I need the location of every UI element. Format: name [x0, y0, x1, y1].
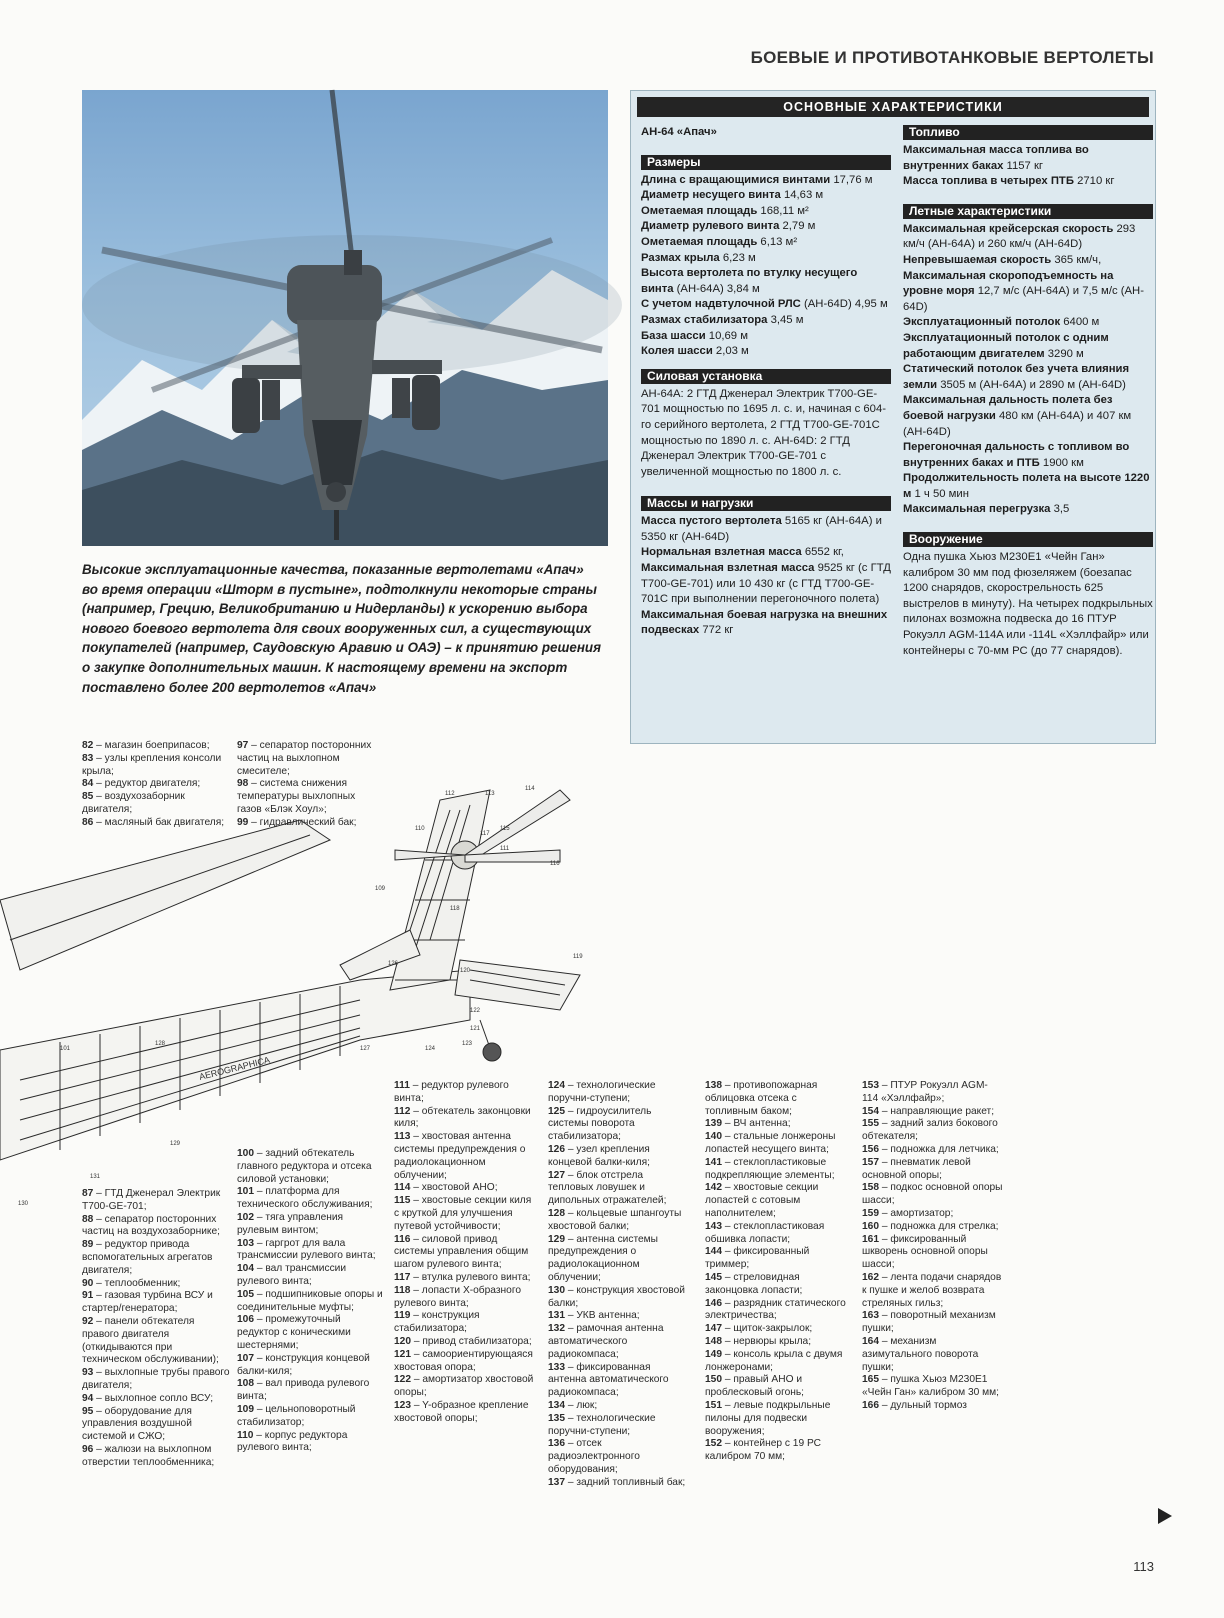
spec-line: Эксплуатационный потолок 6400 м: [903, 316, 1100, 329]
callout-item: 96 – жалюзи на выхлопном отверстии теплообменника;: [82, 1443, 215, 1468]
drawing-label: 110: [415, 826, 425, 832]
model-name: AH-64 «Апач»: [641, 126, 717, 138]
callout-item: 82 – магазин боеприпасов;: [82, 740, 210, 751]
armament-heading: Вооружение: [903, 532, 1153, 547]
drawing-label: 101: [60, 1046, 71, 1052]
callout-item: 115 – хвостовые секции киля с круткой для улучшения путевой устойчивости;: [394, 1195, 532, 1232]
callout-item: 88 – сепаратор посторонних частиц на воздухозаборнике;: [82, 1213, 220, 1238]
callout-item: 136 – отсек радиоэлектронного оборудования;: [548, 1438, 640, 1475]
callout-group-124: [548, 1080, 690, 1490]
spec-line: Максимальная боевая нагрузка на внешних подвесках 772 кг: [641, 608, 888, 637]
callout-item: 151 – левые подкрыльные пилоны для подвески вооружения;: [705, 1399, 831, 1437]
callout-item: 84 – редуктор двигателя;: [82, 778, 201, 790]
callout-item: 125 – гидроусилитель системы поворота стабилизатора;: [548, 1105, 652, 1143]
dimensions-heading: Размеры: [641, 155, 891, 170]
callout-item: 132 – рамочная антенна автоматического радиокомпаса;: [548, 1323, 664, 1360]
callout-item: 118 – лопасти X-образного рулевого винта;: [394, 1284, 521, 1309]
callout-item: 95 – оборудование для управления воздушной системой и СЖО;: [82, 1405, 192, 1443]
callout-item: 87 – ГТД Дженерал Электрик T700-GE-701;: [82, 1188, 221, 1212]
callout-item: 160 – подножка для стрелка;: [862, 1220, 999, 1232]
drawing-label: 112: [445, 791, 455, 797]
callout-item: 134 – люк;: [548, 1399, 598, 1411]
callout-item: 90 – теплообменник;: [82, 1277, 181, 1289]
callout-item: 119 – конструкция стабилизатора;: [394, 1310, 480, 1335]
callout-item: 123 – Y-образное крепление хвостовой опоры;: [394, 1399, 529, 1424]
callout-item: 112 – обтекатель законцовки киля;: [394, 1105, 531, 1130]
drawing-label: 126: [388, 961, 399, 967]
callout-group-87: [82, 1188, 230, 1470]
callout-item: 137 – задний топливный бак;: [548, 1476, 686, 1488]
spec-line: Непревышаемая скорость 365 км/ч,: [903, 253, 1102, 266]
drawing-signature: AEROGRAPHICA: [198, 1054, 271, 1082]
callout-item: 91 – газовая турбина ВСУ и стартер/генератора;: [82, 1290, 213, 1315]
spec-line: Диаметр рулевого винта 2,79 м: [641, 220, 816, 233]
callout-item: 99 – гидравлический бак;: [237, 816, 357, 828]
callout-item: 131 – УКВ антенна;: [548, 1310, 640, 1322]
callout-item: 130 – конструкция хвостовой балки;: [548, 1284, 685, 1309]
callout-item: 111 – редуктор рулевого винта;: [394, 1080, 509, 1104]
drawing-label: 123: [462, 1041, 473, 1047]
spec-line: Высота вертолета по втулку несущего винта (AH-64A) 3,84 м: [641, 267, 858, 295]
fuel-heading: Топливо: [903, 125, 1153, 140]
spec-line: Ометаемая площадь 168,11 м²: [641, 204, 809, 217]
spec-line: Колея шасси 2,03 м: [641, 345, 749, 358]
callout-item: 124 – технологические поручни-ступени;: [548, 1080, 656, 1104]
spec-line: Ометаемая площадь 6,13 м²: [641, 235, 798, 248]
spec-line: Максимальная взлетная масса 9525 кг (с ГТД T700-GE-701) или 10 430 кг (с ГТД T700-GE-701C при выполнении перегоночного полета): [641, 562, 891, 606]
callout-item: 129 – антенна системы предупреждения о радиолокационном облучении;: [548, 1233, 659, 1283]
armament-text: Одна пушка Хьюз M230E1 «Чейн Ган» калибром 30 мм под фюзеляжем (боезапас 1200 снарядов, скорострельность 625 выстрелов в минуту). На четырех подкрыльных пилонах возможна подвеска до 16 ПТУР Рокуэлл AGM-114A или -114L «Хэллфайр» или контейнеры с 70-мм РС (до 77 снарядов).: [903, 551, 1153, 657]
callout-group-153: [862, 1080, 1004, 1413]
callout-group-97: [237, 740, 377, 830]
spec-line: Размах крыла 6,23 м: [641, 251, 756, 264]
drawing-label: 114: [525, 786, 535, 792]
drawing-label: 121: [470, 1026, 481, 1032]
drawing-label: 120: [460, 968, 471, 974]
callout-item: 157 – пневматик левой основной опоры;: [862, 1156, 971, 1181]
drawing-label: 127: [360, 1046, 371, 1052]
callout-item: 145 – стреловидная законцовка лопасти;: [705, 1271, 803, 1296]
spec-line: Диаметр несущего винта 14,63 м: [641, 189, 824, 202]
drawing-label: 130: [18, 1201, 29, 1207]
spec-line: Перегоночная дальность с топливом во внутренних баках и ПТБ 1900 км: [903, 441, 1130, 469]
callout-item: 159 – амортизатор;: [862, 1207, 954, 1219]
callout-item: 117 – втулка рулевого винта;: [394, 1271, 531, 1283]
spec-line: Масса пустого вертолета 5165 кг (AH-64A) и 5350 кг (AH-64D): [641, 515, 882, 543]
drawing-label: 122: [470, 1008, 481, 1014]
callout-item: 155 – задний зализ бокового обтекателя;: [862, 1118, 998, 1143]
spec-line: Нормальная взлетная масса 6552 кг,: [641, 546, 844, 559]
callout-item: 100 – задний обтекатель главного редуктора и отсека силовой установки;: [237, 1148, 372, 1185]
spec-line: Максимальная крейсерская скорость 293 км/ч (AH-64A) и 260 км/ч (AH-64D): [903, 222, 1136, 251]
callout-item: 156 – подножка для летчика;: [862, 1143, 999, 1155]
callout-item: 93 – выхлопные трубы правого двигателя;: [82, 1367, 230, 1391]
callout-item: 121 – самоориентирующаяся хвостовая опора;: [394, 1348, 533, 1373]
callout-group-111: [394, 1080, 536, 1426]
photo-caption: Высокие эксплуатационные качества, показанные вертолетами «Апач» во время операции «Шторм в пустыне», подтолкнули некоторые страны (например, Грецию, Великобританию и Нидерланды) к ускорению выбора нового боевого вертолета для своих вооруженных сил, а существующих покупателей (например, Саудовскую Аравию и ОАЭ) – к принятию решения о закупке дополнительных машин. К настоящему времени на экспорт поставлено более 200 вертолетов «Апач»: [82, 562, 601, 695]
callout-item: 126 – узел крепления концевой балки-киля;: [548, 1143, 650, 1168]
next-page-arrow-icon: [1158, 1508, 1172, 1524]
callout-item: 83 – узлы крепления консоли крыла;: [82, 752, 222, 777]
drawing-label: 129: [170, 1141, 181, 1147]
callout-item: 104 – вал трансмиссии рулевого винта;: [237, 1263, 347, 1287]
callout-item: 133 – фиксированная антенна автоматического радиокомпаса;: [548, 1361, 669, 1399]
callout-item: 143 – стеклопластиковая обшивка лопасти;: [705, 1220, 825, 1245]
flight-heading: Летные характеристики: [903, 204, 1153, 219]
callout-item: 152 – контейнер с 19 РС калибром 70 мм;: [705, 1438, 822, 1463]
callout-item: 148 – нервюры крыла;: [705, 1335, 812, 1347]
callout-item: 98 – система снижения температуры выхлопных газов «Блэк Хоул»;: [237, 778, 356, 815]
callout-item: 120 – привод стабилизатора;: [394, 1335, 532, 1347]
specs-left-column: [641, 125, 891, 639]
spec-line: Продолжительность полета на высоте 1220 м 1 ч 50 мин: [903, 472, 1150, 500]
callout-item: 138 – противопожарная облицовка отсека с топливным баком;: [705, 1080, 818, 1117]
callout-item: 94 – выхлопное сопло ВСУ;: [82, 1392, 214, 1404]
callout-item: 103 – гаргрот для вала трансмиссии рулевого винта;: [237, 1237, 376, 1262]
callout-item: 154 – направляющие ракет;: [862, 1105, 995, 1117]
drawing-label: 117: [480, 831, 490, 837]
callout-item: 135 – технологические поручни-ступени;: [548, 1412, 656, 1437]
drawing-label: 124: [425, 1046, 436, 1052]
spec-line: Максимальная перегрузка 3,5: [903, 503, 1070, 516]
callout-item: 164 – механизм азимутального поворота пушки;: [862, 1335, 979, 1373]
spec-line: Максимальная дальность полета без боевой нагрузки 480 км (AH-64A) и 407 км (AH-64D): [903, 394, 1132, 438]
spec-line: Максимальная скороподъемность на уровне моря 12,7 м/с (AH-64A) и 7,5 м/с (AH-64D): [903, 269, 1144, 313]
callout-item: 141 – стеклопластиковые подкрепляющие элементы;: [705, 1156, 835, 1181]
apache-photo-illustration: [82, 90, 608, 546]
callout-item: 162 – лента подачи снарядов к пушке и желоб возврата стреляных гильз;: [862, 1271, 1002, 1309]
callout-item: 166 – дульный тормоз: [862, 1399, 967, 1411]
callout-item: 116 – силовой привод системы управления общим шагом рулевого винта;: [394, 1233, 529, 1271]
spec-line: Длина с вращающимися винтами 17,76 м: [641, 173, 873, 186]
callout-item: 113 – хвостовая антенна системы предупреждения о радиолокационном облучении;: [394, 1131, 526, 1181]
spec-line: Статический потолок без учета влияния земли 3505 м (AH-64A) и 2890 м (AH-64D): [903, 363, 1130, 391]
drawing-label: 113: [485, 791, 495, 797]
callout-item: 107 – конструкция концевой балки-киля;: [237, 1352, 370, 1377]
drawing-label: 119: [573, 954, 583, 960]
drawing-label: 116: [550, 861, 560, 867]
drawing-label: 128: [155, 1041, 166, 1047]
callout-group-100: [237, 1148, 385, 1455]
callout-item: 102 – тяга управления рулевым винтом;: [237, 1211, 344, 1236]
drawing-label: 115: [500, 826, 510, 832]
callout-item: 92 – панели обтекателя правого двигателя (откидываются при техническом обслуживании);: [82, 1315, 219, 1366]
callout-item: 97 – сепаратор посторонних частиц на выхлопном смесителе;: [237, 740, 372, 777]
callout-item: 128 – кольцевые шпангоуты хвостовой балки;: [548, 1207, 682, 1232]
specs-box: [630, 90, 1156, 744]
callout-item: 122 – амортизатор хвостовой опоры;: [394, 1374, 534, 1399]
masses-heading: Массы и нагрузки: [641, 496, 891, 511]
callout-item: 165 – пушка Хьюз M230E1 «Чейн Ган» калибром 30 мм;: [862, 1374, 999, 1399]
callout-item: 105 – подшипниковые опоры и соединительные муфты;: [237, 1288, 383, 1313]
callout-item: 110 – корпус редуктора рулевого винта;: [237, 1429, 348, 1454]
callout-group-82: [82, 740, 227, 830]
specs-right-column: [903, 125, 1153, 659]
callout-item: 161 – фиксированный шкворень основной опоры шасси;: [862, 1233, 988, 1271]
page-header: БОЕВЫЕ И ПРОТИВОТАНКОВЫЕ ВЕРТОЛЕТЫ: [750, 48, 1154, 67]
specs-title: ОСНОВНЫЕ ХАРАКТЕРИСТИКИ: [637, 97, 1149, 117]
spec-line: Размах стабилизатора 3,45 м: [641, 313, 804, 326]
callout-item: 158 – подкос основной опоры шасси;: [862, 1182, 1003, 1207]
callout-item: 139 – ВЧ антенна;: [705, 1118, 791, 1130]
spec-line: Эксплуатационный потолок с одним работающим двигателем 3290 м: [903, 331, 1109, 360]
callout-item: 89 – редуктор привода вспомогательных агрегатов двигателя;: [82, 1239, 213, 1276]
callout-item: 149 – консоль крыла с двумя лонжеронами;: [705, 1348, 843, 1373]
drawing-label: 111: [500, 846, 510, 852]
spec-line: С учетом надвтулочной РЛС (AH-64D) 4,95 м: [641, 298, 888, 311]
callout-item: 101 – платформа для технического обслуживания;: [237, 1186, 373, 1211]
callout-item: 85 – воздухозаборник двигателя;: [82, 791, 185, 815]
callout-item: 86 – масляный бак двигателя;: [82, 816, 225, 828]
callout-item: 106 – промежуточный редуктор с коническими шестернями;: [237, 1314, 351, 1351]
callout-item: 146 – разрядник статического электричества;: [705, 1297, 846, 1322]
callout-item: 142 – хвостовые секции лопастей с сотовым наполнителем;: [705, 1182, 819, 1219]
spec-line: База шасси 10,69 м: [641, 329, 748, 342]
powerplant-heading: Силовая установка: [641, 369, 891, 384]
drawing-label: 118: [450, 906, 460, 912]
callout-item: 163 – поворотный механизм пушки;: [862, 1310, 996, 1335]
callout-item: 150 – правый АНО и проблесковый огонь;: [705, 1374, 805, 1399]
callout-item: 127 – блок отстрела тепловых ловушек и дипольных отражателей;: [548, 1169, 667, 1207]
callout-group-138: [705, 1080, 850, 1464]
callout-item: 109 – цельноповоротный стабилизатор;: [237, 1403, 356, 1428]
callout-item: 108 – вал привода рулевого винта;: [237, 1378, 370, 1403]
callout-item: 153 – ПТУР Рокуэлл AGM-114 «Хэллфайр»;: [862, 1080, 988, 1104]
page-number: 113: [1133, 1559, 1154, 1574]
callout-item: 114 – хвостовой АНО;: [394, 1182, 498, 1194]
callout-item: 144 – фиксированный триммер;: [705, 1246, 810, 1271]
callout-item: 147 – щиток-закрылок;: [705, 1323, 813, 1335]
helicopter-photo: [82, 90, 608, 546]
drawing-label: 109: [375, 886, 386, 892]
callout-item: 140 – стальные лонжероны лопастей несущего винта;: [705, 1131, 836, 1155]
powerplant-text: AH-64A: 2 ГТД Дженерал Электрик T700-GE-701 мощностью по 1695 л. с. и, начиная с 604-го серийного вертолета, 2 ГТД T700-GE-701C мощностью по 1890 л. с. AH-64D: 2 ГТД Дженерал Электрик T700-GE-701 с увеличенной мощностью по 1800 л. с.: [641, 387, 887, 478]
drawing-label: 131: [90, 1174, 101, 1180]
spec-line: Максимальная масса топлива во внутренних баках 1157 кг: [903, 144, 1089, 172]
spec-line: Масса топлива в четырех ПТБ 2710 кг: [903, 175, 1115, 188]
